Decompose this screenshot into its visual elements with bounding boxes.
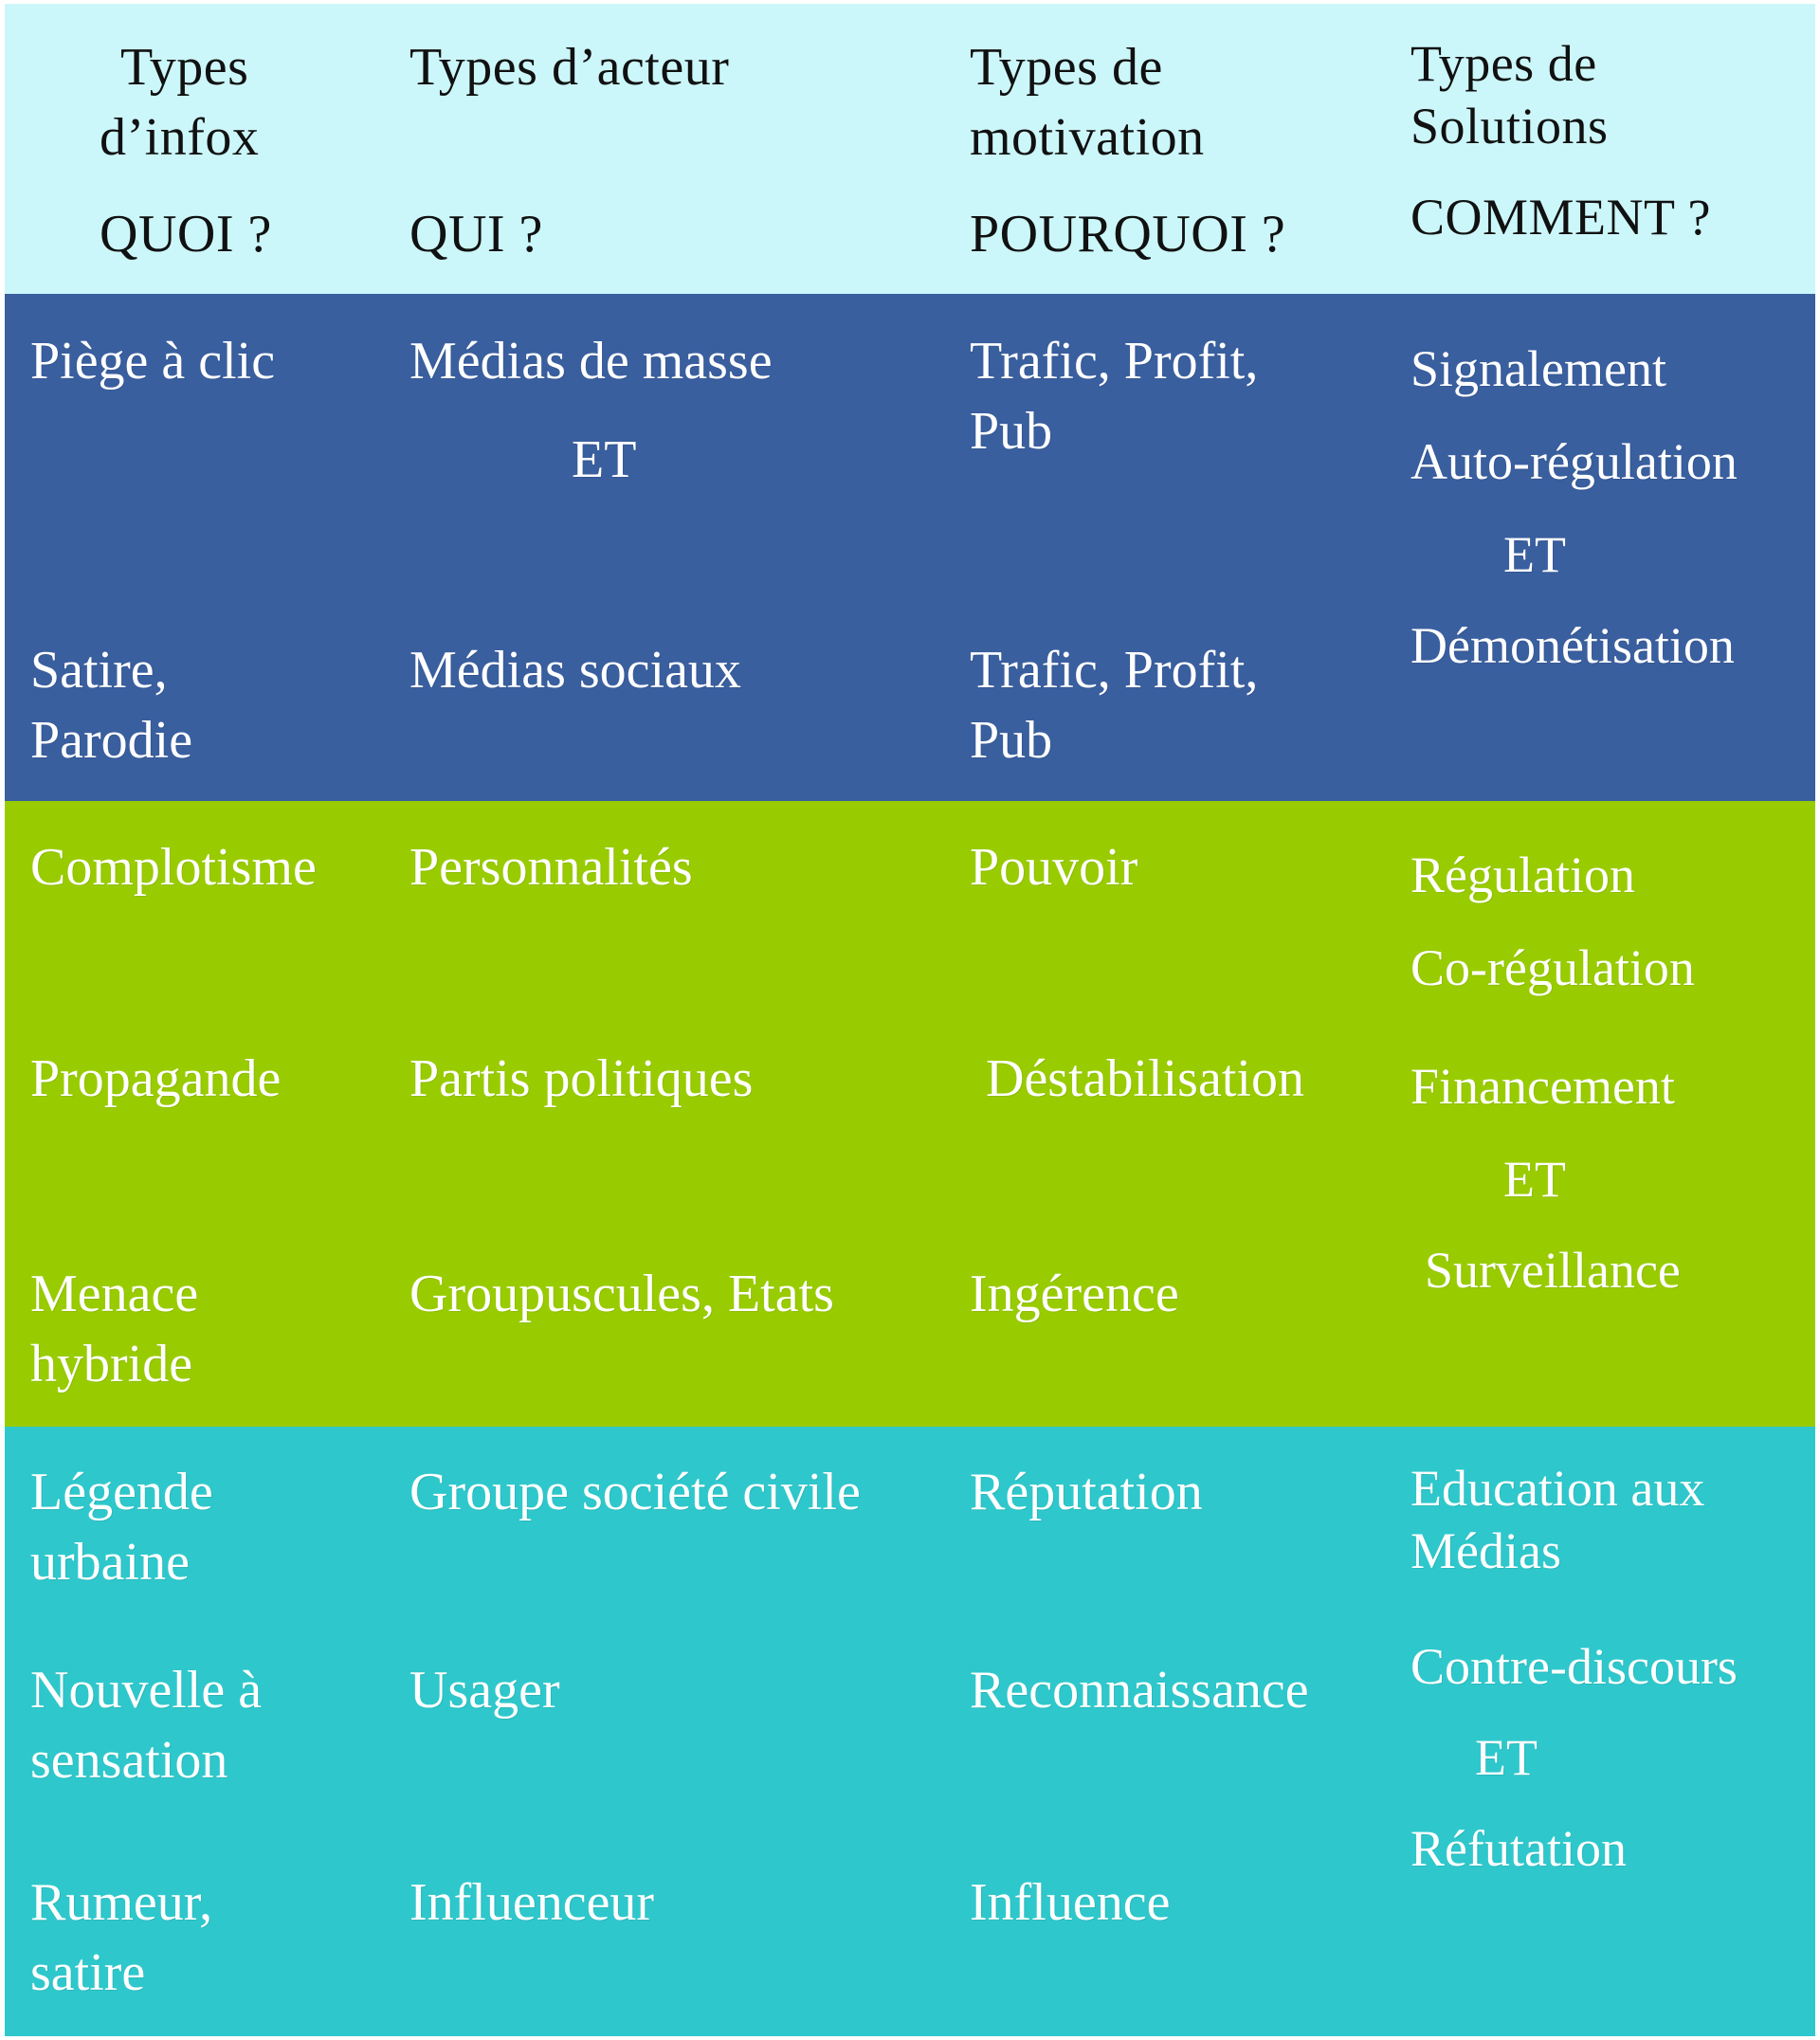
cell-text: Nouvelle à xyxy=(30,1661,263,1720)
header-infox-line1: Types xyxy=(120,38,249,97)
cell-text: sensation xyxy=(30,1731,228,1790)
solution-item: Surveillance xyxy=(1425,1242,1681,1299)
header-motivation xyxy=(970,32,1285,269)
green-row3-motivation: Ingérence xyxy=(970,1265,1179,1323)
solution-item: Démonétisation xyxy=(1410,617,1735,674)
teal-row1-motivation: Réputation xyxy=(970,1463,1203,1521)
header-infox xyxy=(100,32,384,269)
green-row2-acteur: Partis politiques xyxy=(410,1049,754,1108)
green-row3-infox xyxy=(30,1259,198,1399)
teal-row2-acteur: Usager xyxy=(410,1661,560,1720)
blue-row2-infox xyxy=(30,635,192,775)
cell-text: hybride xyxy=(30,1335,193,1393)
header-infox-question: QUOI ? xyxy=(100,205,272,264)
solution-item: Signalement xyxy=(1410,340,1666,397)
teal-row3-infox xyxy=(30,1867,212,2008)
blue-solutions xyxy=(1410,322,1738,692)
blue-row1-infox xyxy=(30,326,275,396)
cell-text: Trafic, Profit, xyxy=(970,332,1259,391)
solution-item: Médias xyxy=(1410,1522,1561,1579)
cell-text: Satire, xyxy=(30,641,168,700)
teal-solutions xyxy=(1410,1457,1738,1880)
header-infox-line2: d’infox xyxy=(100,108,260,167)
teal-row2-infox xyxy=(30,1655,262,1795)
green-row2-infox: Propagande xyxy=(30,1049,282,1108)
teal-row1-infox xyxy=(30,1457,213,1597)
header-solutions xyxy=(1410,32,1711,248)
cell-text: Médias sociaux xyxy=(410,641,741,700)
solution-item: Contre-discours xyxy=(1410,1638,1738,1695)
blue-row2-acteur xyxy=(410,635,741,705)
green-row1-motivation: Pouvoir xyxy=(970,838,1138,897)
header-acteur-line1: Types d’acteur xyxy=(410,38,730,97)
cell-text: Rumeur, xyxy=(30,1873,213,1932)
blue-row1-acteur xyxy=(410,326,773,396)
solution-item: Auto-régulation xyxy=(1410,433,1738,490)
header-acteur-question: QUI ? xyxy=(410,205,543,264)
solution-item: Education aux xyxy=(1410,1460,1705,1517)
cell-text: urbaine xyxy=(30,1533,190,1592)
blue-row1-motivation xyxy=(970,326,1258,466)
solution-item: Régulation xyxy=(1410,847,1635,903)
cell-text: Piège à clic xyxy=(30,332,276,391)
header-solutions-question: COMMENT ? xyxy=(1410,189,1712,246)
header-motivation-line1: Types de xyxy=(970,38,1163,97)
green-row1-infox: Complotisme xyxy=(30,838,317,897)
cell-text: Pub xyxy=(970,402,1053,461)
cell-text: satire xyxy=(30,1943,146,2002)
solution-item: Réfutation xyxy=(1410,1820,1627,1877)
cell-text: Menace xyxy=(30,1265,199,1323)
cell-text: Pub xyxy=(970,711,1053,770)
cell-text: Médias de masse xyxy=(410,332,773,391)
solution-connector: ET xyxy=(1503,1151,1566,1208)
teal-row3-motivation: Influence xyxy=(970,1873,1171,1932)
green-row2-motivation: Déstabilisation xyxy=(986,1049,1304,1108)
green-solutions xyxy=(1410,829,1695,1317)
teal-row2-motivation: Reconnaissance xyxy=(970,1661,1309,1720)
cell-text: Trafic, Profit, xyxy=(970,641,1259,700)
cell-text: Légende xyxy=(30,1463,213,1521)
solution-connector: ET xyxy=(1475,1729,1538,1786)
header-motivation-line2: motivation xyxy=(970,108,1205,167)
green-row3-acteur: Groupuscules, Etats xyxy=(410,1265,834,1323)
header-solutions-line2: Solutions xyxy=(1410,98,1609,155)
header-motivation-question: POURQUOI ? xyxy=(970,205,1286,264)
cell-text: Parodie xyxy=(30,711,193,770)
blue-acteur-connector: ET xyxy=(572,430,637,489)
solution-connector: ET xyxy=(1503,526,1566,583)
header-acteur xyxy=(410,32,729,269)
solution-item: Financement xyxy=(1410,1058,1675,1115)
teal-row3-acteur: Influenceur xyxy=(410,1873,655,1932)
blue-row2-motivation xyxy=(970,635,1258,775)
green-row1-acteur: Personnalités xyxy=(410,838,693,897)
teal-row1-acteur: Groupe société civile xyxy=(410,1463,861,1521)
header-solutions-line1: Types de xyxy=(1410,35,1597,92)
solution-item: Co-régulation xyxy=(1410,939,1695,996)
